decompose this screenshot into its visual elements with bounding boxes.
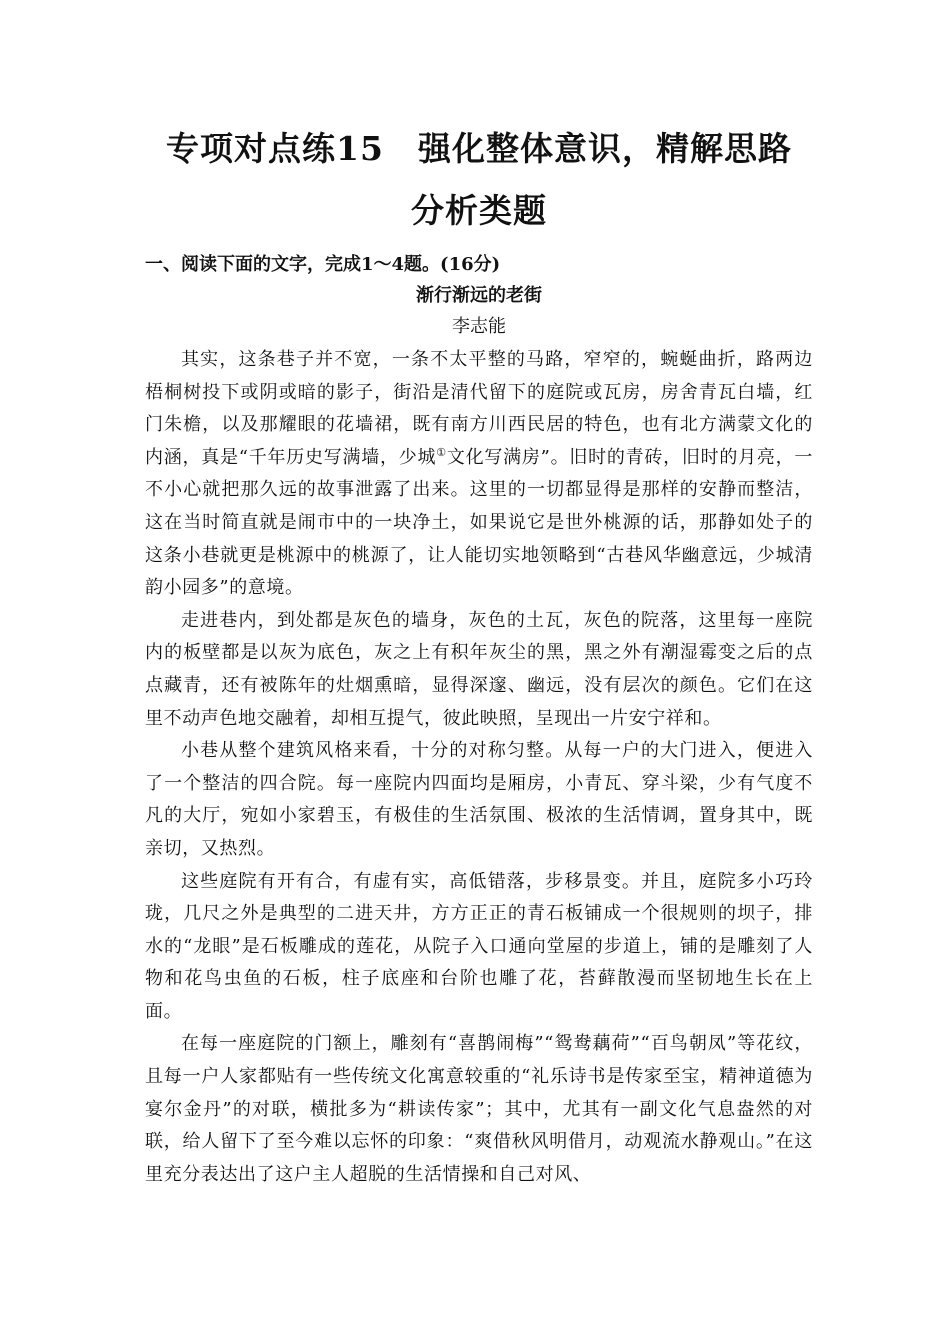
- paragraph-3: 小巷从整个建筑风格来看，十分的对称匀整。从每一户的大门进入，便进入了一个整洁的四合院。每一座院内四面均是厢房，小青瓦、穿斗梁，少有气度不凡的大厅，宛如小家碧玉，有极佳的生活氛围、极浓的生活情调，置身其中，既亲切，又热烈。: [145, 740, 813, 859]
- paragraph-5: 在每一座庭院的门额上，雕刻有“喜鹊闹梅”“鸳鸯藕荷”“百鸟朝凤”等花纹，且每一户人家都贴有一些传统文化寓意较重的“礼乐诗书是传家至宝，精神道德为宴尔金丹”的对联，横批多为“耕读传家”；其中，尤其有一副文化气息盎然的对联，给人留下了至今难以忘怀的印象：“爽借秋风明借月，动观流水静观山。”在这里充分表达出了这户主人超脱的生活情操和自己对风、: [145, 1033, 813, 1185]
- paragraph-4: 这些庭院有开有合，有虚有实，高低错落，步移景变。并且，庭院多小巧玲珑，几尺之外是典型的二进天井，方方正正的青石板铺成一个很规则的坝子，排水的“龙眼”是石板雕成的莲花，从院子入口通向堂屋的步道上，铺的是雕刻了人物和花鸟虫鱼的石板，柱子底座和台阶也雕了花，苔藓散漫而坚韧地生长在上面。: [145, 870, 813, 1022]
- paragraph-1-text-a: 其实，这条巷子并不宽，一条不太平整的马路，窄窄的，蜿蜒曲折，路两边梧桐树投下或阴或暗的影子，街沿是清代留下的庭院或瓦房，房舍青瓦白墙，红门朱檐，以及那耀眼的花墙裙，既有南方川西民居的特色，也有北方满蒙文化的内涵，真是“千年历史写满墙，少城: [145, 349, 813, 468]
- paragraph-1-text-b: 文化写满房”。旧时的青砖，旧时的月亮，一不小心就把那久远的故事泄露了出来。这里的一切都显得是那样的安静而整洁，这在当时简直就是闹市中的一块净土，如果说它是世外桃源的话，那静如处子的这条小巷就更是桃源中的桃源了，让人能切实地领略到“古巷风华幽意远，少城清韵小园多”的意境。: [145, 446, 814, 599]
- page-title-line1: 专项对点练15 强化整体意识，精解思路: [166, 129, 792, 168]
- paragraph-2: 走进巷内，到处都是灰色的墙身，灰色的土瓦，灰色的院落，这里每一座院内的板壁都是以灰为底色，灰之上有积年灰尘的黑，黑之外有潮湿霉变之后的点点藏青，还有被陈年的灶烟熏暗，显得深邃、幽远，没有层次的颜色。它们在这里不动声色地交融着，却相互提气，彼此映照，呈现出一片安宁祥和。: [145, 609, 813, 729]
- question-heading: 一、阅读下面的文字，完成1～4题。(16分): [145, 254, 501, 275]
- article-author: 李志能: [452, 316, 506, 337]
- article-title: 渐行渐远的老街: [416, 285, 542, 306]
- paragraph-1: [145, 344, 813, 605]
- footnote-marker: ①: [436, 445, 447, 459]
- page-title-line2: 分析类题: [411, 191, 547, 230]
- document-page: [145, 118, 813, 1191]
